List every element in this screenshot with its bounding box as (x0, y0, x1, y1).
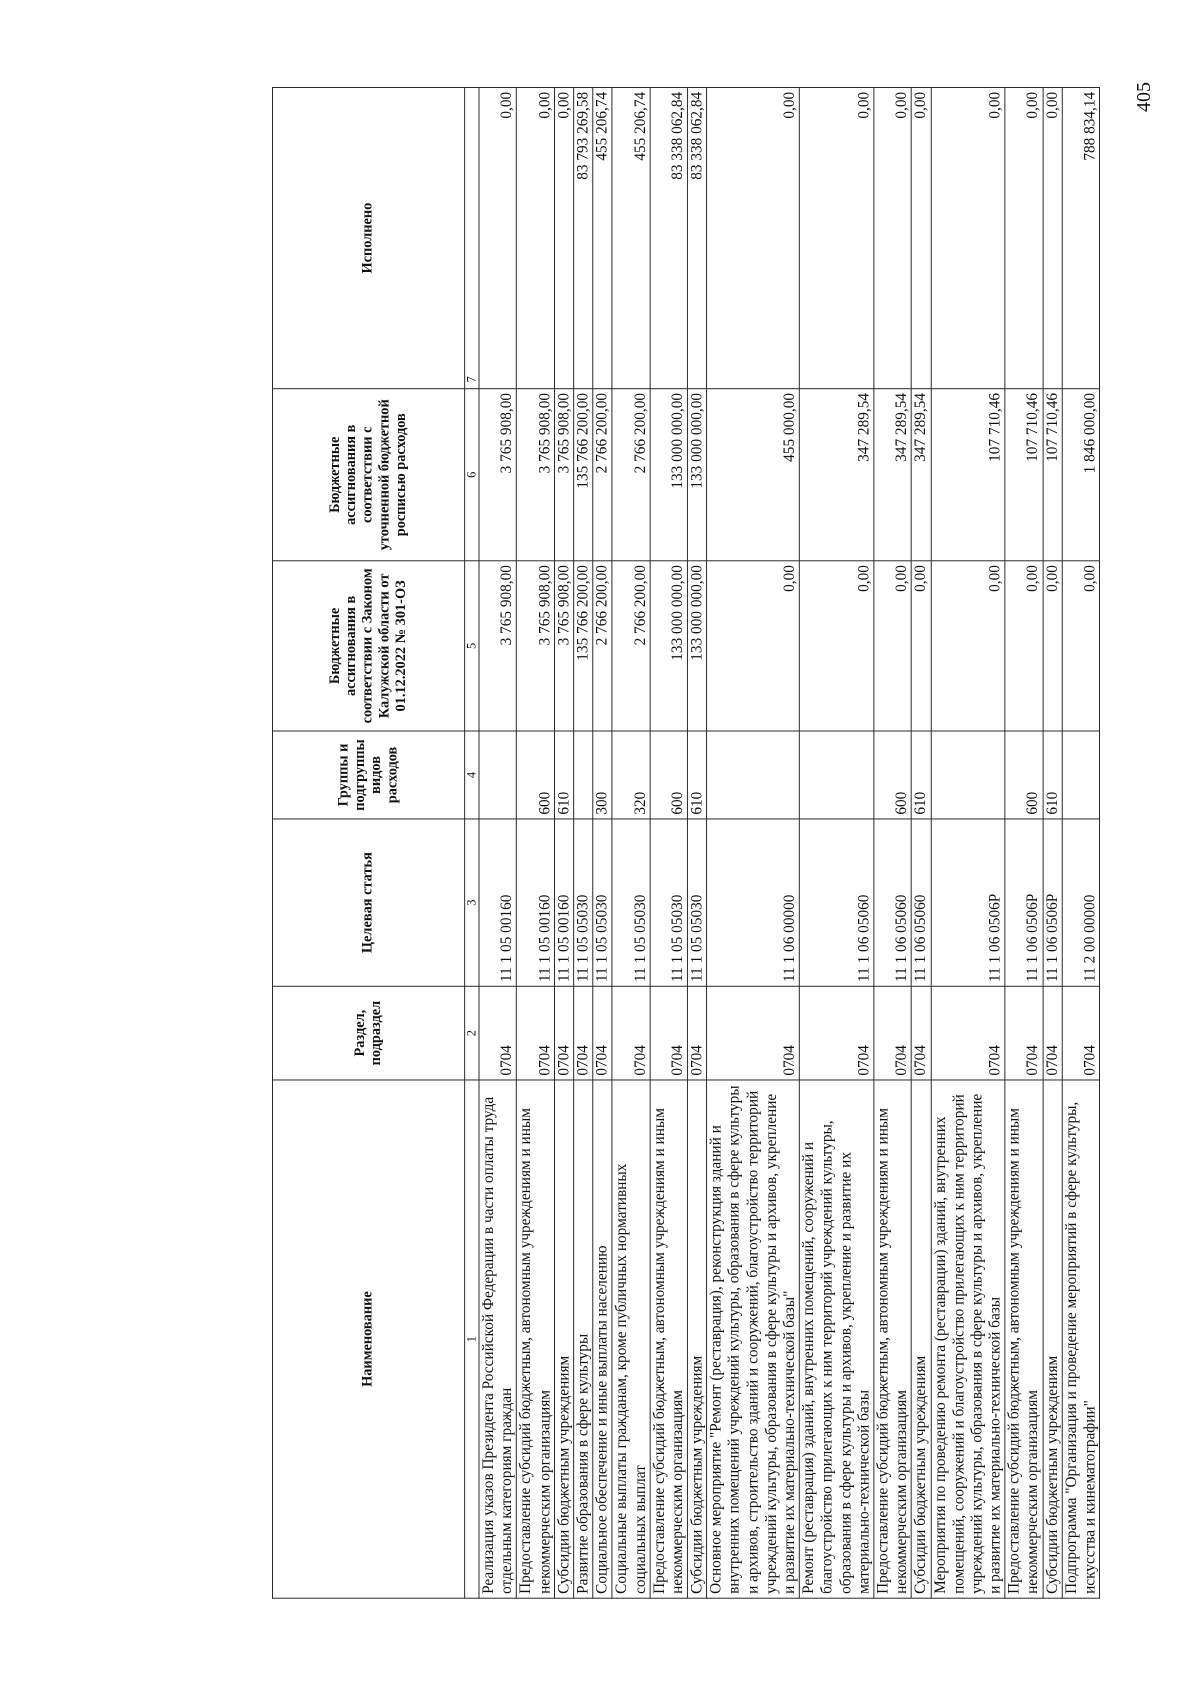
row-refined-amount: 1 846 000,00 (1062, 389, 1100, 561)
row-name: Субсидии бюджетным учреждениям (911, 1080, 930, 1598)
column-number: 5 (465, 561, 479, 731)
row-article: 11 1 05 00160 (479, 819, 517, 986)
table-row (554, 88, 573, 1599)
row-section: 0704 (911, 986, 930, 1080)
row-law-amount: 133 000 000,00 (650, 561, 688, 731)
row-article: 11 1 05 00160 (554, 819, 573, 986)
row-executed-amount: 0,00 (1005, 88, 1043, 389)
header-refined: Бюджетные ассигнования в соответствии с уточненной бюджетной росписью расходов (272, 389, 464, 561)
row-refined-amount: 2 766 200,00 (612, 389, 650, 561)
row-refined-amount: 107 710,46 (1043, 389, 1062, 561)
row-article: 11 1 06 05060 (911, 819, 930, 986)
column-number: 1 (465, 1080, 479, 1598)
row-refined-amount: 3 765 908,00 (554, 389, 573, 561)
row-name: Предоставление субсидий бюджетным, автономным учреждениям и иным некоммерческим организациям (650, 1080, 688, 1598)
row-name: Социальное обеспечение и иные выплаты населению (593, 1080, 612, 1598)
row-group: 300 (593, 731, 612, 819)
row-article: 11 1 05 00160 (517, 819, 555, 986)
budget-report-page (272, 88, 1142, 1599)
row-section: 0704 (1062, 986, 1100, 1080)
row-refined-amount: 3 765 908,00 (479, 389, 517, 561)
table-row (707, 88, 800, 1599)
table-row (593, 88, 612, 1599)
row-refined-amount: 347 289,54 (874, 389, 912, 561)
header-section: Раздел, подраздел (272, 986, 464, 1080)
row-section: 0704 (574, 986, 593, 1080)
row-article: 11 1 06 0506Р (931, 819, 1005, 986)
header-group: Группы и подгруппы видов расходов (272, 731, 464, 819)
row-section: 0704 (554, 986, 573, 1080)
column-number: 3 (465, 819, 479, 986)
page-number: 405 (1132, 82, 1155, 112)
header-row (272, 88, 464, 1599)
row-section: 0704 (687, 986, 706, 1080)
row-article: 11 1 05 05030 (574, 819, 593, 986)
table-row (1005, 88, 1043, 1599)
row-refined-amount: 133 000 000,00 (687, 389, 706, 561)
row-law-amount: 3 765 908,00 (554, 561, 573, 731)
row-group (574, 731, 593, 819)
column-number: 6 (465, 389, 479, 561)
table-row (574, 88, 593, 1599)
row-law-amount: 0,00 (1062, 561, 1100, 731)
row-law-amount: 0,00 (874, 561, 912, 731)
row-article: 11 1 06 00000 (707, 819, 800, 986)
row-group (1062, 731, 1100, 819)
row-name: Предоставление субсидий бюджетным, автономным учреждениям и иным некоммерческим организациям (517, 1080, 555, 1598)
row-refined-amount: 107 710,46 (931, 389, 1005, 561)
row-law-amount: 133 000 000,00 (687, 561, 706, 731)
row-group: 610 (554, 731, 573, 819)
row-group: 600 (1005, 731, 1043, 819)
row-article: 11 1 06 0506Р (1005, 819, 1043, 986)
row-executed-amount: 0,00 (707, 88, 800, 389)
row-executed-amount: 455 206,74 (612, 88, 650, 389)
table-row (931, 88, 1005, 1599)
row-article: 11 1 05 05030 (650, 819, 688, 986)
row-article: 11 1 06 05060 (874, 819, 912, 986)
row-executed-amount: 0,00 (517, 88, 555, 389)
row-law-amount: 3 765 908,00 (479, 561, 517, 731)
row-refined-amount: 133 000 000,00 (650, 389, 688, 561)
row-group: 600 (650, 731, 688, 819)
row-name: Реализация указов Президента Российской Федерации в части оплаты труда отдельным категориям граждан (479, 1080, 517, 1598)
row-article: 11 1 06 05060 (799, 819, 873, 986)
row-name: Подпрограмма "Организация и проведение мероприятий в сфере культуры, искусства и кинематографии" (1062, 1080, 1100, 1598)
row-name: Ремонт (реставрация) зданий, внутренних помещений, сооружений и благоустройство прилегающих к ним территорий учреждений культуры, образования в сфере культуры и архивов, укрепление и развитие их материально-технической базы (799, 1080, 873, 1598)
row-name: Предоставление субсидий бюджетным, автономным учреждениям и иным некоммерческим организациям (874, 1080, 912, 1598)
row-executed-amount: 0,00 (931, 88, 1005, 389)
row-name: Субсидии бюджетным учреждениям (687, 1080, 706, 1598)
row-law-amount: 0,00 (911, 561, 930, 731)
row-article: 11 1 06 0506Р (1043, 819, 1062, 986)
row-group (931, 731, 1005, 819)
row-article: 11 1 05 05030 (612, 819, 650, 986)
row-name: Субсидии бюджетным учреждениям (1043, 1080, 1062, 1598)
row-refined-amount: 347 289,54 (799, 389, 873, 561)
row-section: 0704 (593, 986, 612, 1080)
row-group: 610 (1043, 731, 1062, 819)
table-row (687, 88, 706, 1599)
column-number-row (465, 88, 479, 1599)
row-group (707, 731, 800, 819)
header-name: Наименование (272, 1080, 464, 1598)
row-section: 0704 (650, 986, 688, 1080)
row-law-amount: 0,00 (931, 561, 1005, 731)
table-row (479, 88, 517, 1599)
row-law-amount: 0,00 (1005, 561, 1043, 731)
header-executed: Исполнено (272, 88, 464, 389)
table-row (650, 88, 688, 1599)
row-executed-amount: 0,00 (479, 88, 517, 389)
row-law-amount: 0,00 (799, 561, 873, 731)
row-executed-amount: 455 206,74 (593, 88, 612, 389)
row-executed-amount: 0,00 (874, 88, 912, 389)
row-law-amount: 3 765 908,00 (517, 561, 555, 731)
row-article: 11 2 00 00000 (1062, 819, 1100, 986)
row-refined-amount: 455 000,00 (707, 389, 800, 561)
row-group: 320 (612, 731, 650, 819)
column-number: 4 (465, 731, 479, 819)
row-executed-amount: 788 834,14 (1062, 88, 1100, 389)
row-group: 600 (874, 731, 912, 819)
row-name: Основное мероприятие "Ремонт (реставрация), реконструкция зданий и внутренних помещений учреждений культуры, образования в сфере культуры и архивов, строительство зданий и сооружений, благоустройство территорий учреждений культуры, образования в сфере культуры и архивов, укрепление и развитие их материально-технической базы" (707, 1080, 800, 1598)
row-section: 0704 (799, 986, 873, 1080)
row-section: 0704 (931, 986, 1005, 1080)
row-name: Развитие образования в сфере культуры (574, 1080, 593, 1598)
row-refined-amount: 3 765 908,00 (517, 389, 555, 561)
row-section: 0704 (1005, 986, 1043, 1080)
table-row (799, 88, 873, 1599)
row-executed-amount: 0,00 (799, 88, 873, 389)
row-section: 0704 (612, 986, 650, 1080)
row-refined-amount: 135 766 200,00 (574, 389, 593, 561)
table-row (911, 88, 930, 1599)
row-law-amount: 2 766 200,00 (593, 561, 612, 731)
column-number: 2 (465, 986, 479, 1080)
row-article: 11 1 05 05030 (593, 819, 612, 986)
row-refined-amount: 347 289,54 (911, 389, 930, 561)
row-section: 0704 (517, 986, 555, 1080)
row-law-amount: 135 766 200,00 (574, 561, 593, 731)
header-article: Целевая статья (272, 819, 464, 986)
row-section: 0704 (1043, 986, 1062, 1080)
budget-table (272, 87, 1100, 1599)
row-executed-amount: 0,00 (554, 88, 573, 389)
row-group: 610 (911, 731, 930, 819)
table-row (1043, 88, 1062, 1599)
row-refined-amount: 2 766 200,00 (593, 389, 612, 561)
row-name: Предоставление субсидий бюджетным, автономным учреждениям и иным некоммерческим организациям (1005, 1080, 1043, 1598)
row-executed-amount: 0,00 (911, 88, 930, 389)
row-law-amount: 2 766 200,00 (612, 561, 650, 731)
row-group: 600 (517, 731, 555, 819)
row-executed-amount: 83 338 062,84 (650, 88, 688, 389)
row-law-amount: 0,00 (707, 561, 800, 731)
header-law: Бюджетные ассигнования в соответствии с Законом Калужской области от 01.12.2022 № 301-ОЗ (272, 561, 464, 731)
row-executed-amount: 83 793 269,58 (574, 88, 593, 389)
row-name: Субсидии бюджетным учреждениям (554, 1080, 573, 1598)
table-row (612, 88, 650, 1599)
row-section: 0704 (874, 986, 912, 1080)
row-section: 0704 (479, 986, 517, 1080)
row-section: 0704 (707, 986, 800, 1080)
row-executed-amount: 0,00 (1043, 88, 1062, 389)
row-article: 11 1 05 05030 (687, 819, 706, 986)
table-row (1062, 88, 1100, 1599)
row-refined-amount: 107 710,46 (1005, 389, 1043, 561)
row-group (479, 731, 517, 819)
table-row (517, 88, 555, 1599)
row-group (799, 731, 873, 819)
row-name: Социальные выплаты гражданам, кроме публичных нормативных социальных выплат (612, 1080, 650, 1598)
row-law-amount: 0,00 (1043, 561, 1062, 731)
table-row (874, 88, 912, 1599)
column-number: 7 (465, 88, 479, 389)
row-executed-amount: 83 338 062,84 (687, 88, 706, 389)
row-group: 610 (687, 731, 706, 819)
row-name: Мероприятия по проведению ремонта (реставрации) зданий, внутренних помещений, сооружений и благоустройство прилегающих к ним территорий учреждений культуры, образования в сфере культуры и архивов, укрепление и развитие их материально-технической базы (931, 1080, 1005, 1598)
